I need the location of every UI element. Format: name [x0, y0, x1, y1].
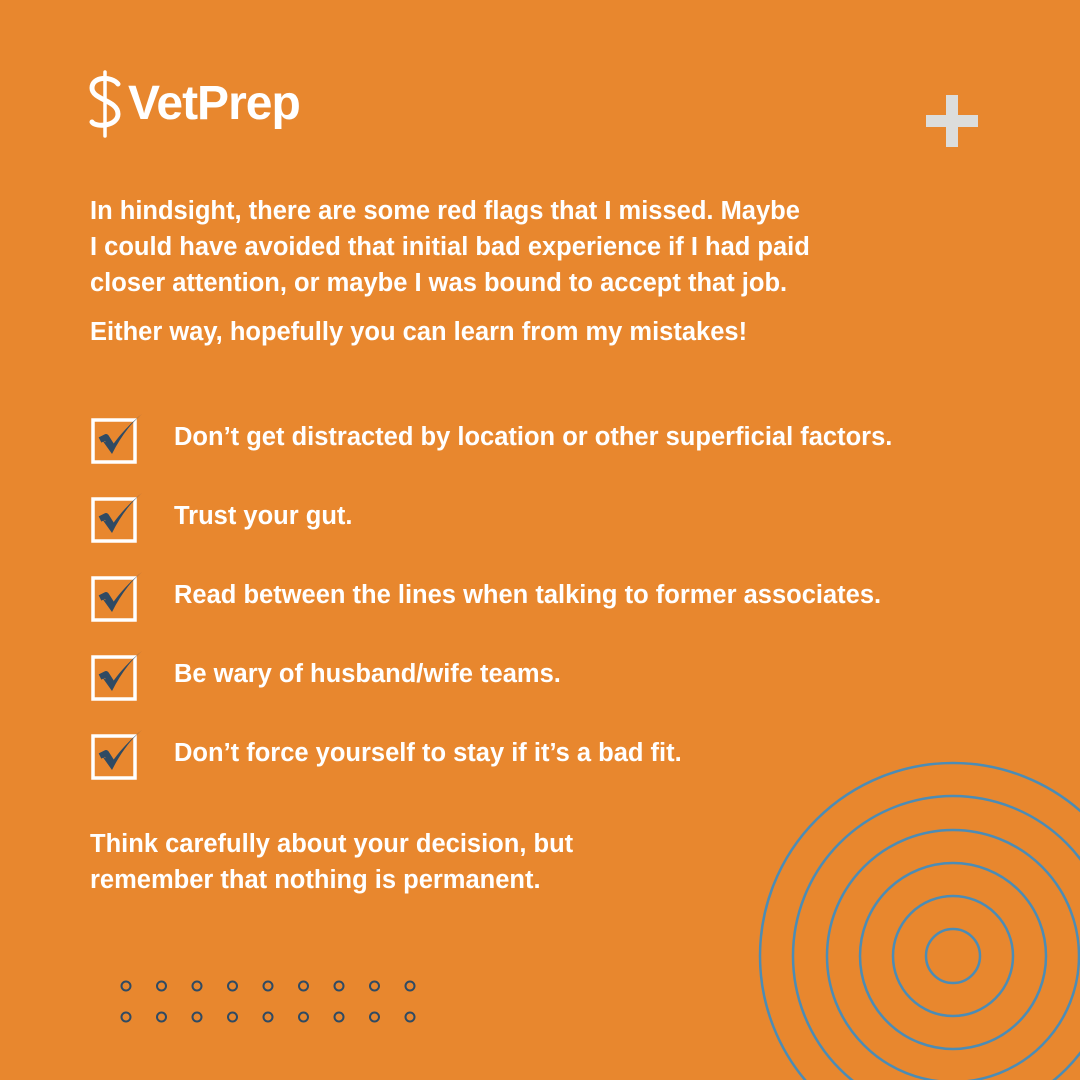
closing-line-1: Think carefully about your decision, but — [90, 830, 574, 858]
plus-icon — [926, 95, 978, 147]
intro-conclusion — [90, 314, 850, 350]
intro-line-1: In hindsight, there are some red flags that I missed. Maybe — [90, 197, 800, 225]
checklist — [90, 398, 990, 793]
dot-grid-decoration — [118, 978, 418, 1024]
checklist-item — [90, 556, 990, 635]
checkbox-checked-icon — [90, 726, 146, 782]
checklist-item-label: Be wary of husband/wife teams. — [174, 660, 561, 688]
vetprep-logo — [84, 70, 300, 138]
logo-text: VetPrep — [128, 77, 300, 130]
checklist-item-label: Don’t force yourself to stay if it’s a bad fit. — [174, 739, 682, 767]
checklist-item-label: Read between the lines when talking to former associates. — [174, 581, 882, 609]
closing-line-2: remember that nothing is permanent. — [90, 866, 541, 894]
checkbox-checked-icon — [90, 568, 146, 624]
checklist-item — [90, 635, 990, 714]
checklist-item — [90, 398, 990, 477]
intro-line-3: closer attention, or maybe I was bound to accept that job. — [90, 269, 788, 297]
checkbox-checked-icon — [90, 647, 146, 703]
intro-line-4: Either way, hopefully you can learn from my mistakes! — [90, 318, 748, 346]
caduceus-s-icon — [84, 70, 126, 138]
checkbox-checked-icon — [90, 410, 146, 466]
checklist-item — [90, 477, 990, 556]
checklist-item-label: Don’t get distracted by location or other superficial factors. — [174, 423, 893, 451]
checklist-item-label: Trust your gut. — [174, 502, 353, 530]
intro-line-2: I could have avoided that initial bad experience if I had paid — [90, 233, 810, 261]
concentric-rings-decoration — [750, 760, 1080, 1080]
checkbox-checked-icon — [90, 489, 146, 545]
closing-paragraph — [90, 826, 650, 898]
intro-paragraph — [90, 193, 850, 301]
